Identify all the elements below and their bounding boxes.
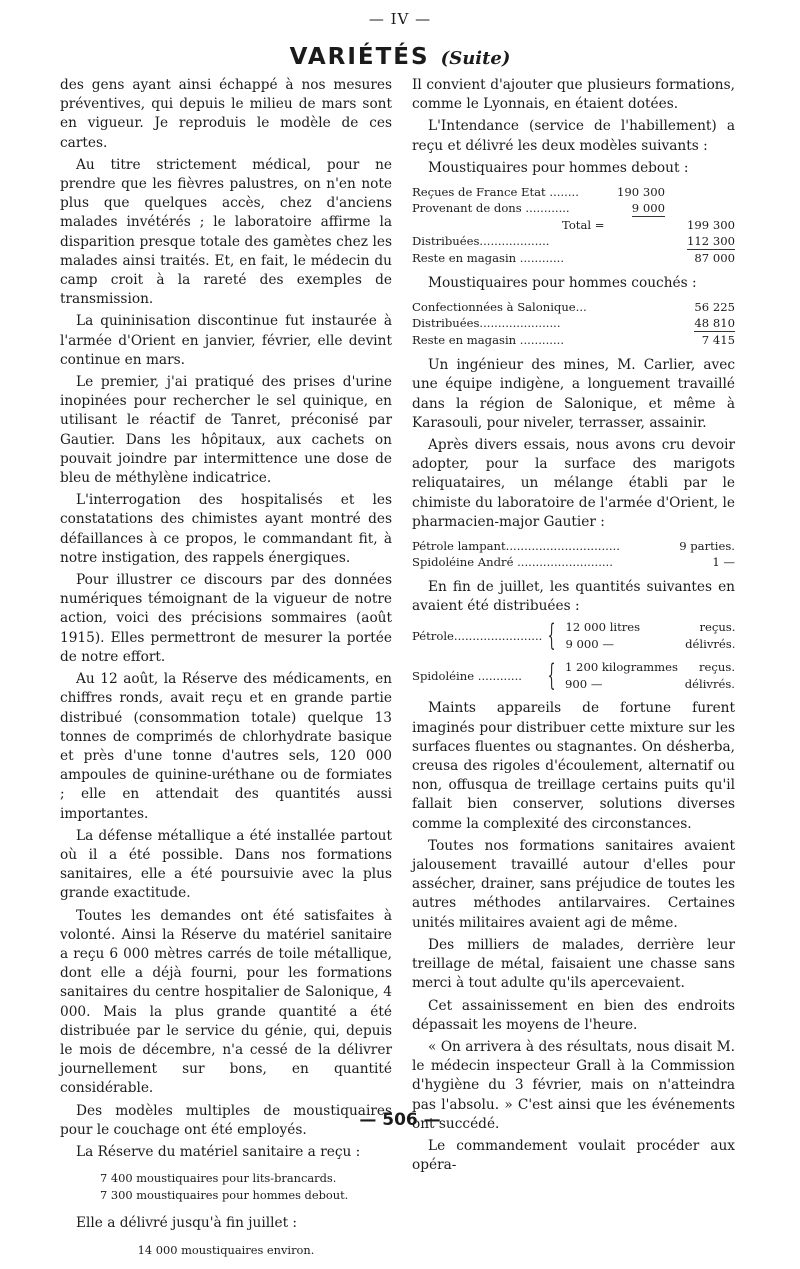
list [60, 1170, 392, 1204]
table-lying-nets [412, 299, 735, 348]
table-row [412, 315, 735, 332]
paragraph: Pour illustrer ce discours par des données numériques témoignant de la vigueur de notre action, voici des précisions sommaires (août 1915). Elles permettront de mesurer la portée de notre effort. [60, 572, 392, 665]
table-mixture [412, 538, 735, 570]
distribution-spidoleine [412, 659, 735, 693]
table-cell: 56 225 [694, 300, 735, 315]
table-cell: 7 415 [701, 333, 735, 348]
table-row [412, 554, 735, 570]
paragraph: Au titre strictement médical, pour ne prendre que les fièvres palustres, on n'en note plus que quelques accès, chez d'anciens malades invétérés ; le laboratoire affirme la disparition presque totale des gamètes chez les malades ainsi traités. Et, en fait, le médecin du camp croit à la rareté des exemples de transmission. [60, 156, 392, 308]
section-title [0, 44, 800, 70]
table-heading: Moustiquaires pour hommes debout : [428, 159, 689, 176]
paragraph: L'interrogation des hospitalisés et les constatations des chimistes ayant montré des défaillances à ce propos, le commandant fit, à notre instigation, des rappels énergiques. [60, 492, 392, 566]
table-cell: Total = [562, 218, 605, 233]
paragraph: La Réserve du matériel sanitaire a reçu : [76, 1143, 361, 1160]
left-column [60, 76, 392, 1269]
table-cell: 9 000 [631, 201, 665, 216]
table-row [412, 538, 735, 554]
table-heading: Moustiquaires pour hommes couchés : [428, 275, 697, 292]
title-subtitle: (Suite) [440, 48, 511, 69]
brace-label: Pétrole........................ [412, 628, 543, 643]
table-standing-nets [412, 184, 735, 266]
brace-label: Spidoléine ............ [412, 668, 522, 683]
table-cell: Reste en magasin ............ [412, 333, 565, 348]
distribution-petrole [412, 619, 735, 653]
paragraph: L'Intendance (service de l'habillement) a reçu et délivré les deux modèles suivants : [412, 118, 735, 154]
paragraph: Il convient d'ajouter que plusieurs formations, comme le Lyonnais, en étaient dotées. [412, 77, 735, 113]
table-cell: Provenant de dons ............ [412, 201, 570, 216]
paragraph: Au 12 août, la Réserve des médicaments, en chiffres ronds, avait reçu et en grande partie distribué (consommation totale) quelque 13 tonnes de comprimés de chlorhydrate basique et près d'une tonne d'autres sels, 120 000 ampoules de quinine-uréthane ou de formiates ; elle en attendait des quantités aussi importantes. [60, 671, 392, 822]
table-cell: 199 300 [687, 218, 735, 233]
list-item: 7 400 moustiquaires pour lits-brancards. [100, 1171, 337, 1186]
table-cell: Distribuées................... [412, 234, 550, 249]
paragraph: Toutes les demandes ont été satisfaites à volonté. Ainsi la Réserve du matériel sanitaire a reçu 6 000 mètres carrés de toile métallique, dont elle a déjà fourni, pour les formations sanitaires du centre hospitalier de Salonique, 4 000. Mais la plus grande quantité a été distribuée par le service du génie, qui, depuis le mois de décembre, n'a cessé de la délivrer journellement sur bons, en quantité considérable. [60, 907, 392, 1097]
right-column [412, 76, 735, 1178]
paragraph: des gens ayant ainsi échappé à nos mesures préventives, qui depuis le milieu de mars sont en vigueur. Je reproduis le modèle de ces cartes. [60, 77, 392, 151]
table-row [412, 250, 735, 266]
brace-icon: { [547, 658, 556, 694]
table-cell: 1 — [712, 555, 735, 570]
paragraph: Elle a délivré jusqu'à fin juillet : [76, 1215, 298, 1232]
table-row [412, 233, 735, 250]
paragraph: Après divers essais, nous avons cru devoir adopter, pour la surface des marigots reliquataires, un mélange établi par le chimiste du laboratoire de l'armée d'Orient, le pharmacien-major Gautier : [412, 437, 735, 530]
paragraph: Toutes nos formations sanitaires avaient jalousement travaillé autour d'elles pour assécher, drainer, sans préjudice de toutes les autres méthodes antilarvaires. Certaines unités militaires avaient agi de même. [412, 837, 735, 931]
brace-icon: { [548, 618, 556, 654]
table-cell: Pétrole lampant............................... [412, 539, 620, 554]
paragraph: « On arrivera à des résultats, nous disait M. le médecin inspecteur Grall à la Commission d'hygiène du 3 février, mais on n'atteindra pas l'absolu. » C'est ainsi que les événements ont succédé. [412, 1038, 735, 1132]
table-row [412, 200, 735, 217]
table-cell: 9 parties. [679, 539, 735, 554]
table-cell: 112 300 [687, 234, 735, 249]
table-cell: 190 300 [617, 185, 665, 200]
table-cell: Confectionnées à Salonique... [412, 300, 587, 315]
table-cell: 87 000 [694, 251, 735, 266]
paragraph: Des milliers de malades, derrière leur treillage de métal, faisaient une chasse sans merci à tout adulte qu'ils apercevaient. [412, 936, 735, 992]
paragraph: Cet assainissement en bien des endroits dépassait les moyens de l'heure. [412, 997, 735, 1033]
list-item: 9 000 — délivrés. [565, 637, 736, 652]
paragraph: Un ingénieur des mines, M. Carlier, avec une équipe indigène, a longuement travaillé dans la région de Salonique, et même à Karasouli, pour niveler, terrasser, assainir. [412, 357, 735, 431]
page-number: — 506 — [359, 1110, 441, 1130]
list-item: 900 — délivrés. [565, 677, 735, 692]
title-main: VARIÉTÉS [289, 44, 430, 70]
paragraph: Le premier, j'ai pratiqué des prises d'urine inopinées pour rechercher le sel quinique, en utilisant le réactif de Tanret, préconisé par Gautier. Dans les hôpitaux, aux cachets on pouvait joindre par intermittence une dose de bleu de méthylène indicatrice. [60, 374, 392, 487]
table-cell: Distribuées...................... [412, 316, 561, 331]
paragraph: Maints appareils de fortune furent imaginés pour distribuer cette mixture sur les surfaces fluentes ou stagnantes. On désherba, creusa des rigoles d'écoulement, alternatif ou non, offusqua de treillage certains puits qu'il fallait bien conserver, solutions diverses comme la complexité des circonstances. [412, 700, 735, 832]
list-item: 14 000 moustiquaires environ. [137, 1243, 315, 1258]
table-row [412, 299, 735, 315]
table-row [412, 332, 735, 348]
paragraph: Le commandement voulait procéder aux opéra- [412, 1137, 735, 1174]
paragraph: En fin de juillet, les quantités suivantes en avaient été distribuées : [412, 579, 735, 615]
paragraph: La quininisation discontinue fut instaurée à l'armée d'Orient en janvier, février, elle devint continue en mars. [60, 313, 392, 368]
table-cell: 48 810 [694, 316, 735, 331]
roman-page-marker: — IV — [368, 10, 432, 28]
list-item: 1 200 kilogrammes reçus. [565, 660, 735, 675]
paragraph: Des modèles multiples de moustiquaires pour le couchage ont été employés. [60, 1102, 392, 1138]
list-item: 12 000 litres reçus. [565, 620, 736, 635]
table-cell: Reste en magasin ............ [412, 251, 565, 266]
table-row [412, 217, 735, 233]
table-cell: Reçues de France Etat ........ [412, 185, 579, 200]
list-item: 7 300 moustiquaires pour hommes debout. [100, 1188, 349, 1203]
table-row [412, 184, 735, 200]
table-cell: Spidoléine André .......................... [412, 555, 613, 570]
paragraph: La défense métallique a été installée partout où il a été possible. Dans nos formations sanitaires, elle a été poursuivie avec la plus grande exactitude. [60, 827, 392, 902]
